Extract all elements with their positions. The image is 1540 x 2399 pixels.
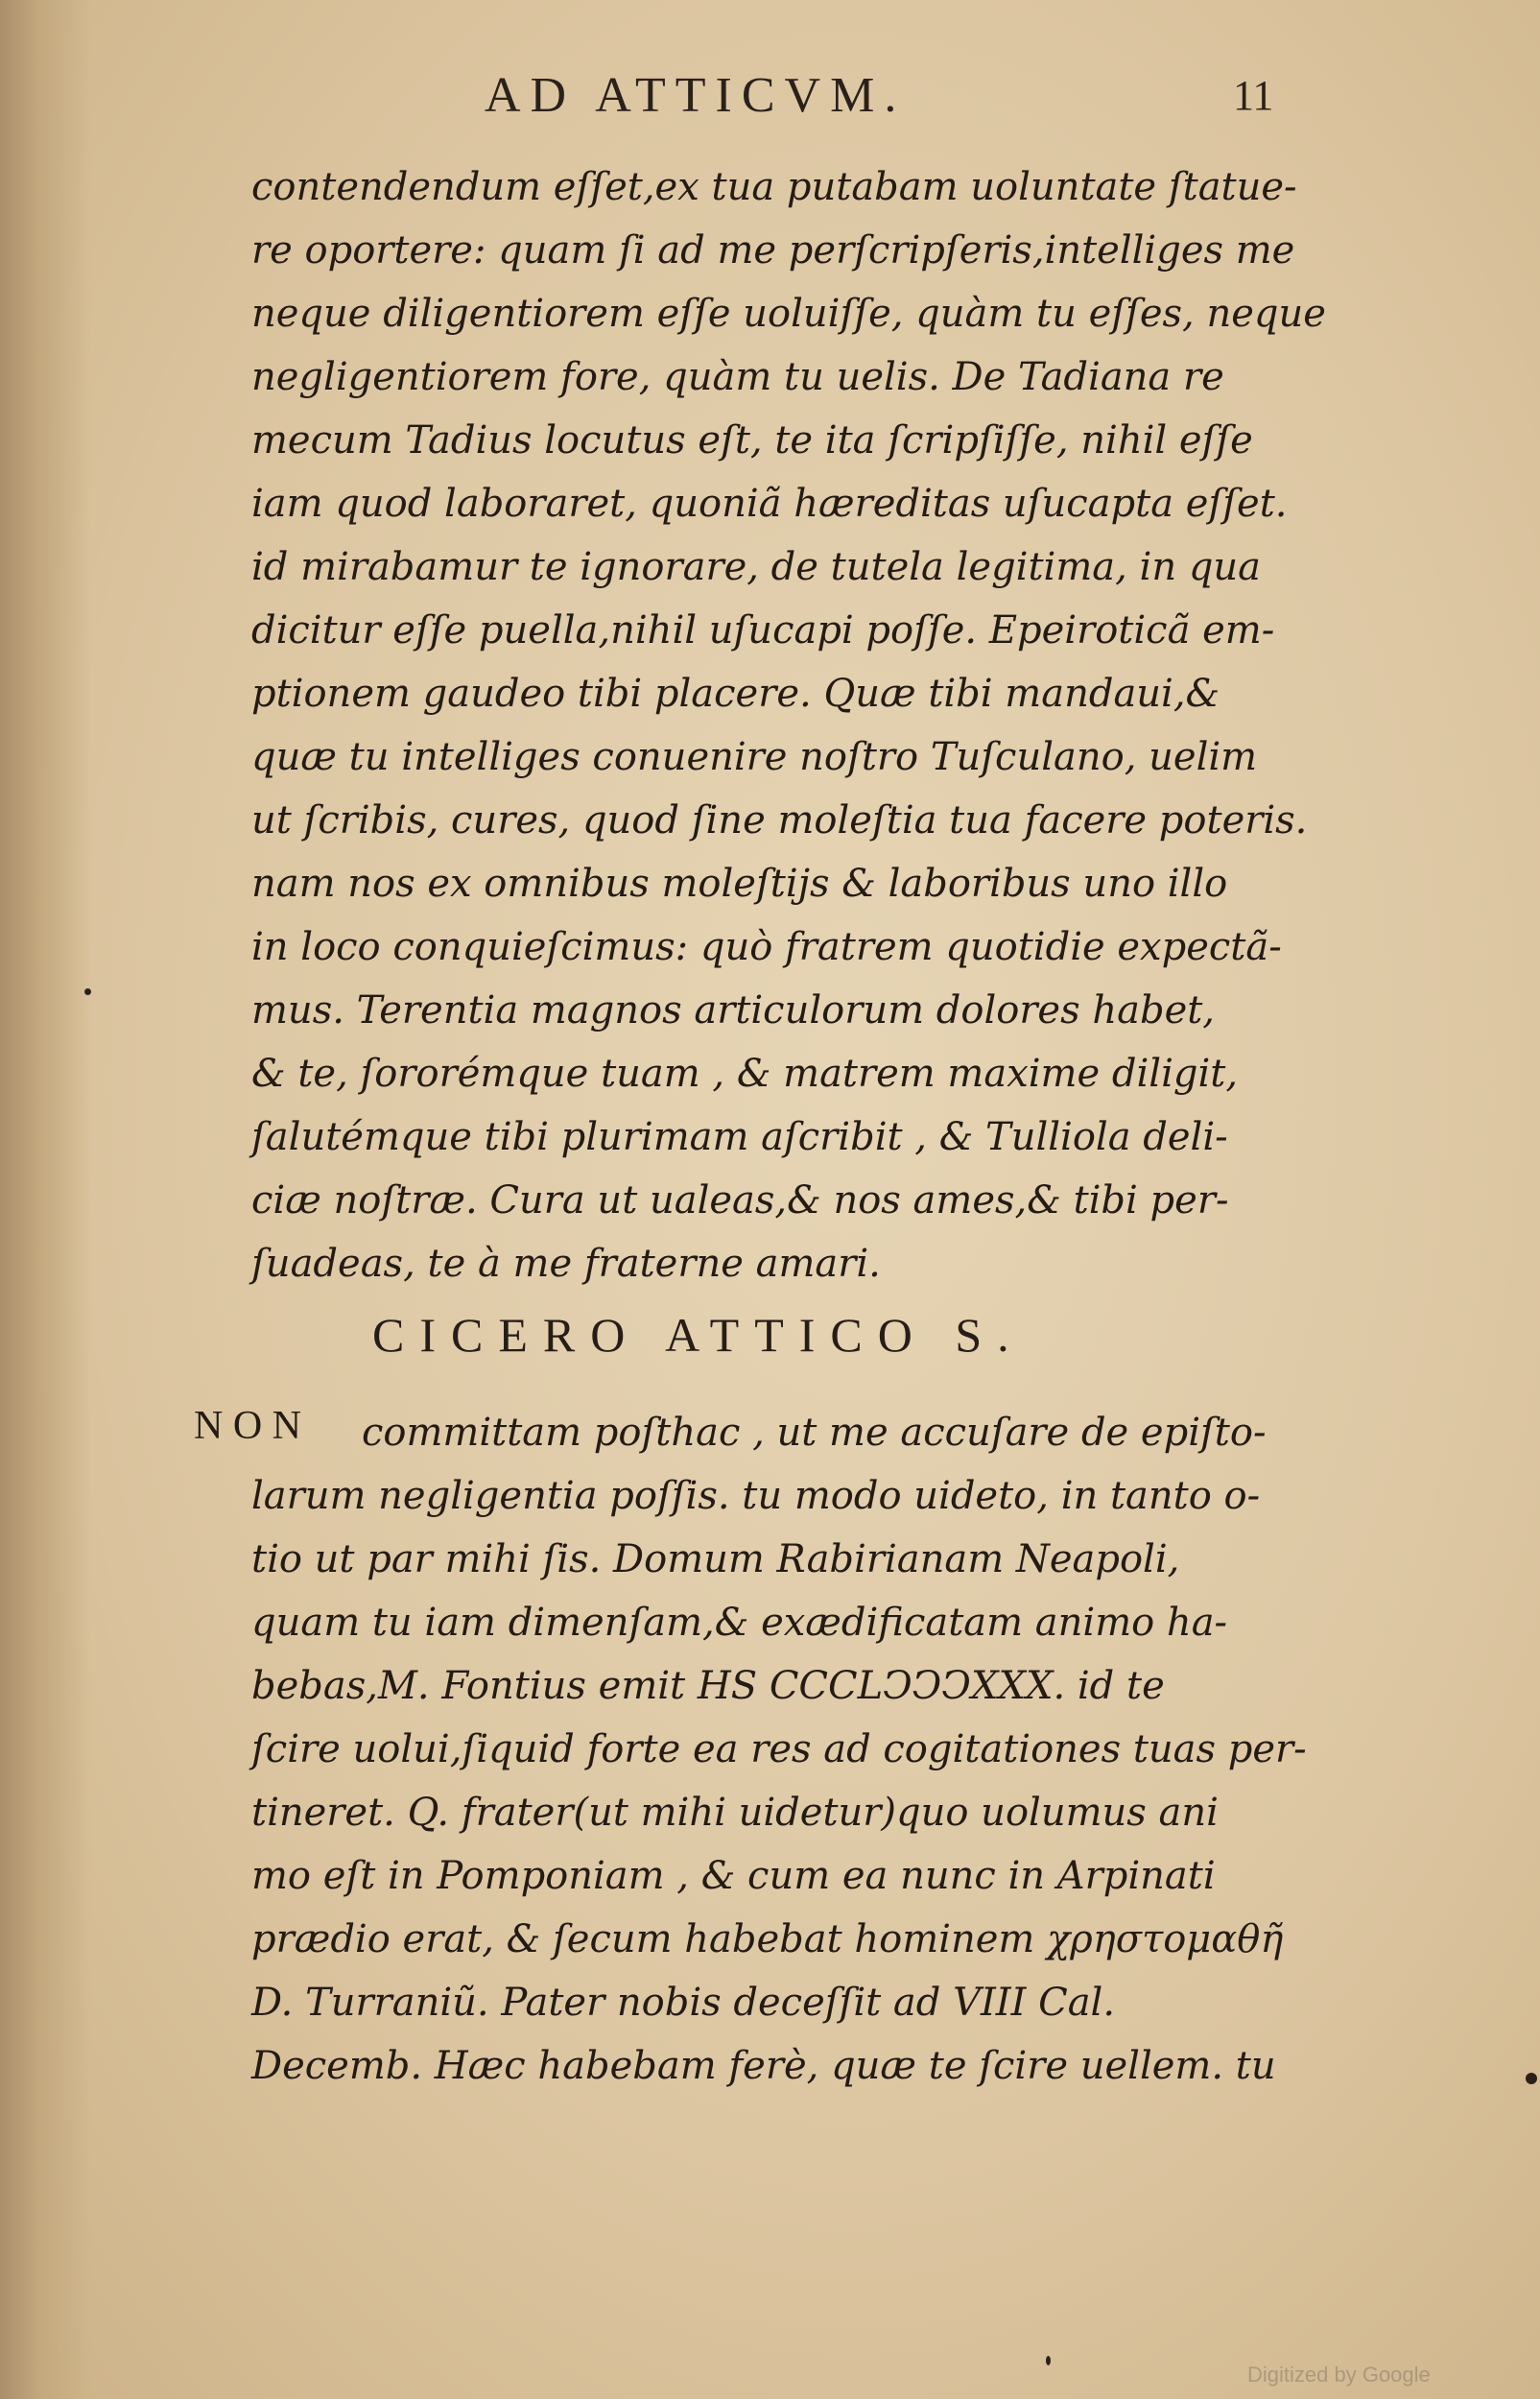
ink-speck — [1526, 2073, 1537, 2084]
text-line: in loco conquieſcimus: quò fratrem quotidie expectã- — [251, 925, 1282, 969]
text-line: ciæ noſtræ. Cura ut ualeas,& nos ames,& tibi per- — [251, 1178, 1229, 1223]
page-header — [0, 67, 1540, 134]
text-line: contendendum eſſet,ex tua putabam uoluntate ſtatue- — [251, 165, 1297, 209]
text-line: neque diligentiorem eſſe uoluiſſe, quàm tu eſſes, neque — [251, 292, 1326, 336]
opening-word: N O N — [194, 1404, 301, 1448]
text-line: quam tu iam dimenſam,& exædificatam animo ha- — [251, 1601, 1228, 1645]
text-line: ſuadeas, te à me fraterne amari. — [251, 1242, 881, 1286]
text-line: quæ tu intelliges conuenire noſtro Tuſculano, uelim — [251, 735, 1258, 779]
text-line: negligentiorem fore, quàm tu uelis. De Tadiana re — [251, 355, 1224, 399]
running-head: AD ATTICVM. — [485, 68, 907, 123]
letter-body-1 — [251, 155, 1326, 1295]
page-number: 11 — [1233, 72, 1274, 119]
page-gutter — [0, 0, 91, 2399]
text-line: dicitur eſſe puella,nihil uſucapi poſſe. Epeiroticã em- — [251, 608, 1275, 653]
text-line: ſalutémque tibi plurimam aſcribit , & Tulliola deli- — [251, 1115, 1228, 1159]
text-line: tineret. Q. frater(ut mihi uidetur)quo uolumus ani — [251, 1791, 1219, 1835]
text-line: mo eſt in Pomponiam , & cum ea nunc in Arpinati — [251, 1854, 1216, 1898]
text-line: Decemb. Hæc habebam ferè, quæ te ſcire uellem. tu — [251, 2044, 1276, 2088]
text-line: mecum Tadius locutus eſt, te ita ſcripſiſſe, nihil eſſe — [251, 418, 1253, 463]
text-line: bebas,M. Fontius emit HS CCCLↃↃↃXXX. id te — [251, 1664, 1165, 1708]
ink-speck — [84, 988, 91, 995]
digitization-watermark: Digitized by Google — [1247, 2363, 1431, 2387]
text-line: tio ut par mihi ſis. Domum Rabirianam Neapoli, — [251, 1537, 1180, 1581]
text-line: mus. Terentia magnos articulorum dolores habet, — [251, 988, 1216, 1033]
text-line: iam quod laboraret, quoniã hæreditas uſucapta eſſet. — [251, 482, 1288, 526]
text-line: & te, ſororémque tuam , & matrem maxime diligit, — [251, 1052, 1239, 1096]
text-line: D. Turraniũ. Pater nobis deceſſit ad VIII Cal. — [251, 1981, 1116, 2025]
text-line: larum negligentia poſſis. tu modo uideto, in tanto o- — [251, 1474, 1261, 1518]
text-line: id mirabamur te ignorare, de tutela legitima, in qua — [251, 545, 1262, 589]
text-line: nam nos ex omnibus moleſtijs & laboribus uno illo — [251, 862, 1228, 906]
ink-speck — [1046, 2356, 1051, 2365]
text-line: ut ſcribis, cures, quod ſine moleſtia tua facere poteris. — [251, 798, 1308, 843]
text-line: committam poſthac , ut me accuſare de epiſto- — [362, 1411, 1267, 1455]
text-line: ſcire uolui,ſiquid forte ea res ad cogitationes tuas per- — [251, 1727, 1307, 1771]
text-line: ptionem gaudeo tibi placere. Quæ tibi mandaui,& — [251, 672, 1220, 716]
letter-body-2 — [251, 1401, 1307, 2098]
text-line: prædio erat, & ſecum habebat hominem χρηστομαθῆ — [251, 1917, 1284, 1961]
section-title: CICERO ATTICO S. — [372, 1308, 1025, 1362]
text-line: re oportere: quam ſi ad me perſcripſeris,intelliges me — [251, 228, 1295, 273]
